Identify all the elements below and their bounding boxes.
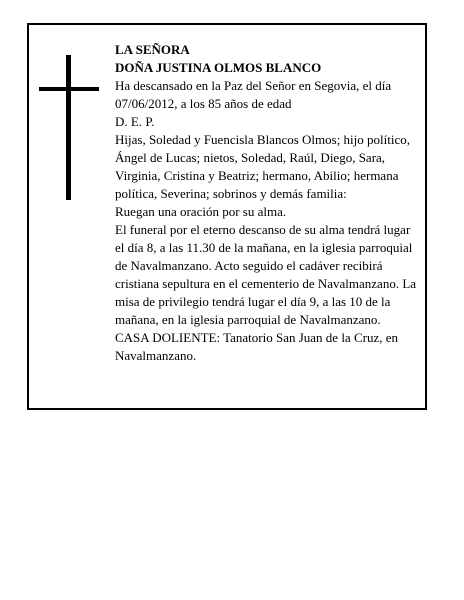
death-info: Ha descansado en la Paz del Señor en Segovia, el día 07/06/2012, a los 85 años de edad [115,78,392,111]
notice-text-block [115,41,420,365]
obituary-notice [27,23,427,410]
cross-icon [39,55,99,200]
cross-vertical-bar [66,55,71,200]
deceased-name: DOÑA JUSTINA OLMOS BLANCO [115,60,322,75]
notice-heading-title: LA SEÑORA [115,42,190,57]
cross-horizontal-bar [39,87,99,91]
prayer-request: Ruegan una oración por su alma. [115,204,287,219]
mourning-house: CASA DOLIENTE: Tanatorio San Juan de la Cruz, en Navalmanzano. [115,330,398,363]
funeral-info: El funeral por el eterno descanso de su alma tendrá lugar el día 8, a las 11.30 de la mañana, en la iglesia parroquial de Navalmanzano. Acto seguido el cadáver recibirá cristiana sepultura en el cementerio de Navalmanzano. La misa de privilegio tendrá lugar el día 9, a las 10 de la mañana, en la iglesia parroquial de Navalmanzano. [115,222,417,327]
rip-line: D. E. P. [115,114,155,129]
family-list: Hijas, Soledad y Fuencisla Blancos Olmos; hijo político, Ángel de Lucas; nietos, Soledad, Raúl, Diego, Sara, Virginia, Cristina y Beatriz; hermano, Abilio; hermana política, Severina; sobrinos y demás familia: [115,132,411,201]
